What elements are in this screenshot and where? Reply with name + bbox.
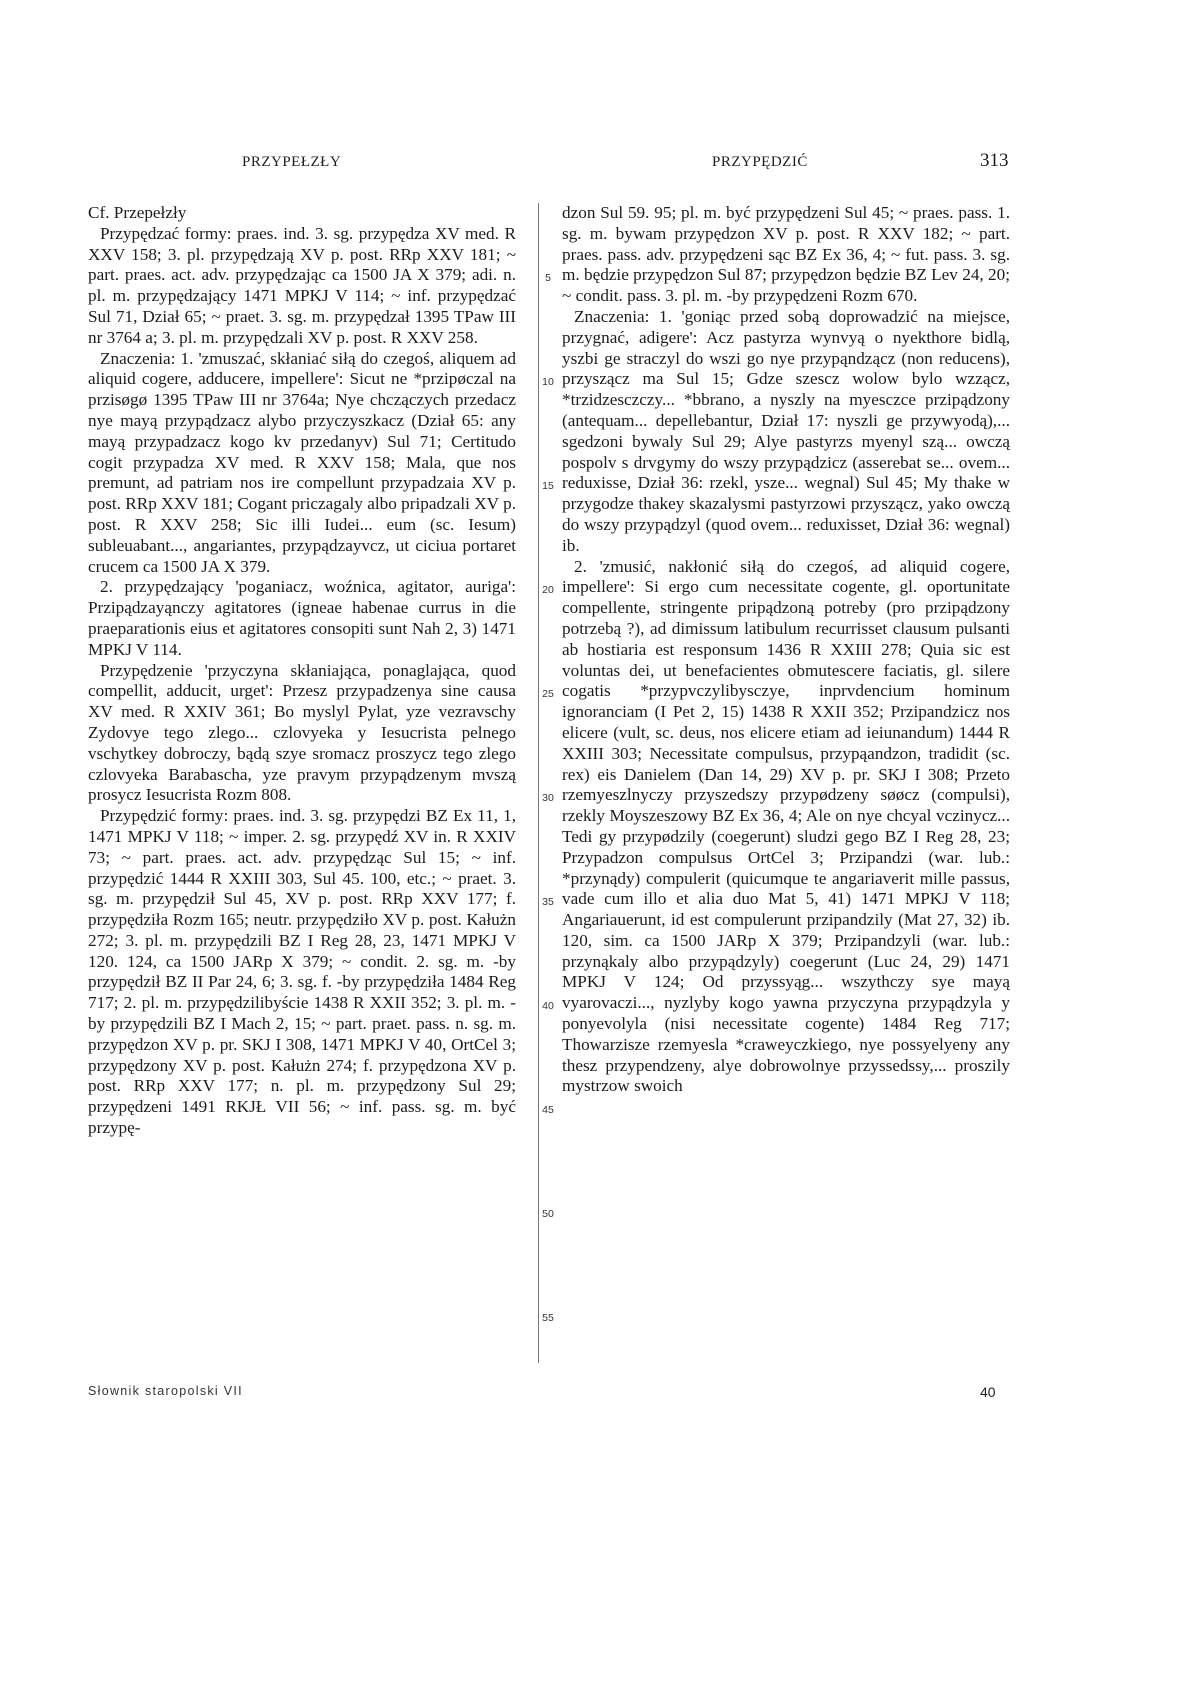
left-column	[88, 203, 516, 1139]
entry-paragraph: Znaczenia: 1. 'zmuszać, skłaniać siłą do czegoś, aliquem ad aliquid cogere, adducere, impellere': Sicut ne *przipøczal na przisøgø 1395 TPaw III nr 3764a; Nye chczączych przedacz nye mayą przypądzacz alybo przyczyszkacz (Dział 65: any mayą przypadzacz kogo kv przedanyv) Sul 71; Certitudo cogit przypadza XV med. R XXV 158; Mala, que nos premunt, ad patriam nos ire compellunt przypadzaia XV p. post. RRp XXV 181; Cogant priczagaly albo pripadzali XV p. post. R XXV 258; Sic illi Iudei... eum (sc. Iesum) subleuabant..., angariantes, przypądzayvcz, ut ciciua portaret crucem ca 1500 JA X 379.	[88, 348, 516, 576]
line-number: 10	[542, 376, 554, 388]
entry-paragraph: Znaczenia: 1. 'goniąc przed sobą doprowadzić na miejsce, przygnać, adigere': Acz pastyrza wynvyą o nyekthore bidlą, yszbi ge straczyl do wszi go nye przypąndzącz (non reducens), przyszącz ma Sul 15; Gdze szescz wolow bylo wzzącz, *trzidzesczczy... *bbrano, a nyszly na myesczce przipądzony (antequam... depellebantur, Dział 17: nyszli ge przywyodą),... sgedzoni bywaly Sul 29; Alye pastyrzs myenyl szą... owczą pospolv s drvgymy do wszy przypądzicz (asserebat se... ovem... reduxisse, Dział 36: rzekl, ysze... wegnal) Sul 45; My thake w przygodze thakey skazalysmi pastyrzowi przyszącz, yako owczą do wszy przypądzyl (quod ovem... reduxisset, Dział 36: wegnal) ib.	[562, 306, 1010, 555]
line-number: 55	[542, 1312, 554, 1324]
line-number: 50	[542, 1208, 554, 1220]
entry-paragraph: 2. 'zmusić, nakłonić siłą do czegoś, ad aliquid cogere, impellere': Si ergo cum necessitate cogente, gl. oportunitate compellente, stringente pripądzoną potreby (pro przipądzony potrzebą ?), ad dimissum latibulum recurrisset clausum pulsanti ab hostiaria est responsum 1436 R XXIII 278; Quia sic est voluntas dei, ut benefacientes obmutescere faciatis, gl. silere cogatis *przypvczylibysczye, inprvdencium hominum ignoranciam (I Pet 2, 15) 1438 R XXII 352; Przipandzicz nos elicere (vult, sc. deus, nos elicere etiam ad ieiunandum) 1444 R XXIII 303; Necessitate compulsus, przypąandzon, tradidit (sc. rex) eis Danielem (Dan 14, 29) XV p. pr. SKJ I 308; Przeto rzemyeszlnyczy przyszedszy przypødzeny søøcz (compulsi), rzekly Moyszeszowy BZ Ex 36, 4; Ale on nye chcyal vczinycz... Tedi gy przypødzily (coegerunt) sludzi gego BZ I Reg 28, 23; Przypadzon compulsus OrtCel 3; Przipandzi (war. lub.: *przynądy) compulerit (quicumque te angariaverit mille passus, vade cum illo et alia duo Mat 5, 41) 1471 MPKJ V 118; Angariauerunt, id est compulerunt przipandzily (Mat 27, 32) ib. 120, sim. ca 1500 JARp X 379; Przipandzyli (war. lub.: przynąkaly albo przypądzyly) coegerunt (Luc 24, 29) 1471 MPKJ V 124; Od przyssyąg... wszythczy sye mayą vyarovaczi..., nyzlyby kogo yawna przyczyna przypądzyla y ponyevolyla (nisi necessitate cogente) 1484 Reg 717; Thowarzisze rzemyesla *craweyczkiego, nye possyelyeny any thesz przypendzeny, alye dobrowolnye przyssedssy,... proszily mystrzow swoich	[562, 556, 1010, 1096]
entry-paragraph: Cf. Przepełzły	[88, 203, 187, 222]
entry-paragraph: Przypędzać formy: praes. ind. 3. sg. przypędza XV med. R XXV 158; 3. pl. przypędzają XV p. post. RRp XXV 181; ~ part. praes. act. adv. przypędzając ca 1500 JA X 379; adi. n. pl. m. przypędzający 1471 MPKJ V 114; ~ inf. przypędzać Sul 71, Dział 65; ~ praet. 3. sg. m. przypędzał 1395 TPaw III nr 3764 a; 3. pl. m. przypędzali XV p. post. R XXV 258.	[88, 223, 516, 347]
entry-paragraph: dzon Sul 59. 95; pl. m. być przypędzeni Sul 45; ~ praes. pass. 1. sg. m. bywam przypędzon XV p. post. R XXV 182; ~ part. praes. pass. adv. przypędzeni sąc BZ Ex 36, 4; ~ fut. pass. 3. sg. m. będzie przypędzon Sul 87; przypędzon będzie BZ Lev 24, 20; ~ condit. pass. 3. pl. m. -by przypędzeni Rozm 670.	[562, 203, 1010, 306]
line-number: 35	[542, 896, 554, 908]
line-number: 30	[542, 792, 554, 804]
page-number: 313	[980, 150, 1009, 171]
left-headword: PRZYPEŁZŁY	[242, 154, 342, 170]
signature-mark: Słownik staropolski VII	[88, 1384, 243, 1398]
center-headword: PRZYPĘDZIĆ	[712, 154, 808, 170]
entry-paragraph: Przypędzenie 'przyczyna skłaniająca, ponaglająca, quod compellit, adducit, urget': Przesz przypadzenya sine causa XV med. R XXIV 361; Bo myslyl Pylat, yze vezravschy Zydovye tego zlego... czlovyeka y Iesucrista pelnego vschytkey dobroczy, bądą szye sromacz proszycz tego zlego czlovyeka Barabascha, yze pravym przypądzenym mvszą prosycz Iesucrista Rozm 808.	[88, 660, 516, 805]
line-number: 5	[545, 272, 551, 284]
sheet-number: 40	[980, 1384, 996, 1400]
entry-paragraph: 2. przypędzający 'poganiacz, woźnica, agitator, auriga': Przipądzayąnczy agitatores (igneae habenae currus in die praeparationis eius et agitatores consopiti sunt Nah 2, 3) 1471 MPKJ V 114.	[88, 577, 516, 659]
line-number: 25	[542, 688, 554, 700]
line-number: 15	[542, 480, 554, 492]
running-header	[0, 150, 1178, 180]
line-number: 40	[542, 1000, 554, 1012]
line-number: 45	[542, 1104, 554, 1116]
entry-paragraph: Przypędzić formy: praes. ind. 3. sg. przypędzi BZ Ex 11, 1, 1471 MPKJ V 118; ~ imper. 2. sg. przypędź XV in. R XXIV 73; ~ part. praes. act. adv. przypędząc Sul 15; ~ inf. przypędzić 1444 R XXIII 303, Sul 45. 100, etc.; ~ praet. 3. sg. m. przypędził Sul 45, XV p. post. RRp XXV 177; f. przypędziła Rozm 165; neutr. przypędziło XV p. post. Kałużn 272; 3. pl. m. przypędzili BZ I Reg 28, 23, 1471 MPKJ V 120. 124, ca 1500 JARp X 379; ~ condit. 2. sg. m. -by przypędził BZ II Par 24, 6; 3. sg. f. -by przypędziła 1484 Reg 717; 2. pl. m. przypędzilibyście 1438 R XXII 352; 3. pl. m. -by przypędzili BZ I Mach 2, 15; ~ part. praet. pass. n. sg. m. przypędzon XV p. pr. SKJ I 308, 1471 MPKJ V 40, OrtCel 3; przypędzony XV p. post. Kałużn 274; f. przypędzona XV p. post. RRp XXV 177; n. pl. m. przypędzony Sul 29; przypędzeni 1491 RKJŁ VII 56; ~ inf. pass. sg. m. być przypę-	[88, 806, 516, 1138]
right-column	[562, 203, 1010, 1097]
line-number: 20	[542, 584, 554, 596]
